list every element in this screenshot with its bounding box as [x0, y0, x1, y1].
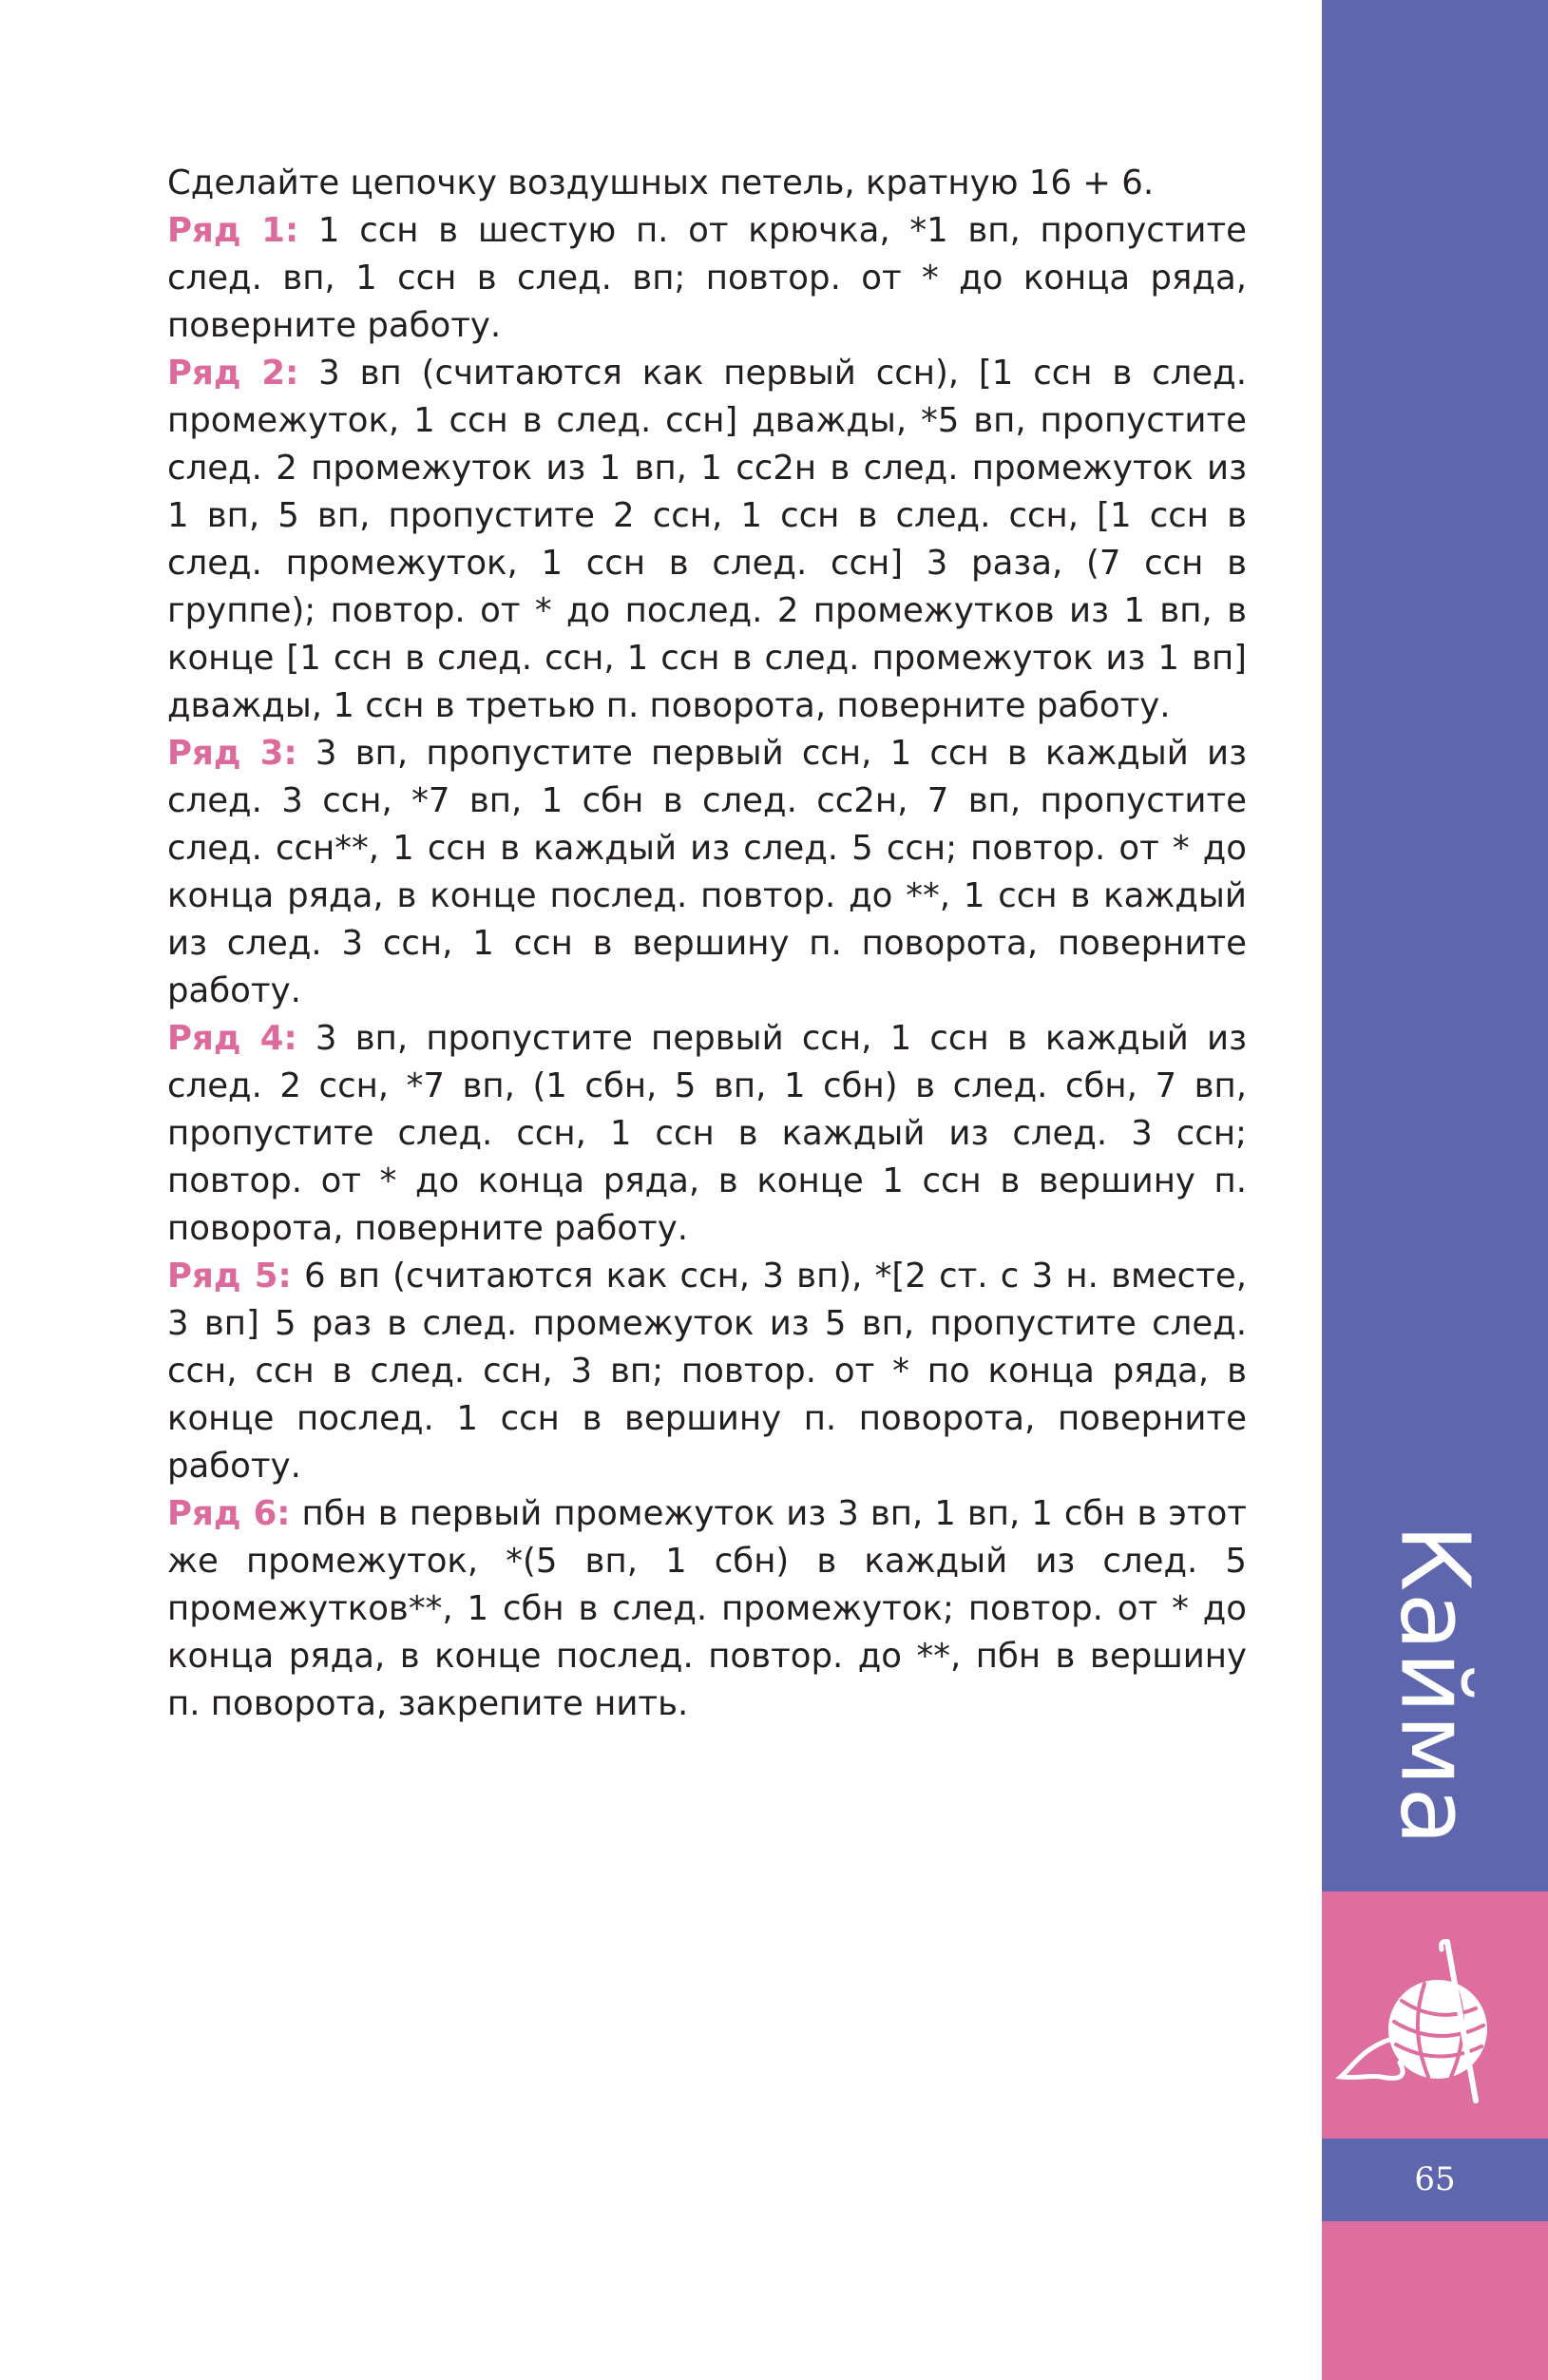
intro-paragraph: Сделайте цепочку воздушных петель, кратную 16 + 6.	[167, 163, 1155, 202]
row-6	[167, 1490, 1247, 1728]
row-text: 3 вп, пропустите первый ссн, 1 ссн в каждый из след. 3 ссн, *7 вп, 1 сбн в след. сс2н, 7 вп, пропустите след. ссн**, 1 ссн в каждый из след. 5 ссн; повтор. от * до конца ряда, в конце послед. повтор. до **, 1 ссн в каждый из след. 3 ссн, 1 ссн в вершину п. поворота, поверните работу.	[167, 734, 1248, 1010]
instructions-text	[167, 160, 1247, 1728]
yarn-ball-icon	[1333, 1934, 1533, 2115]
row-label: Ряд 2:	[167, 354, 299, 393]
section-title: Кайма	[1379, 1524, 1491, 1847]
row-text: 6 вп (считаются как ссн, 3 вп), *[2 ст. с 3 н. вместе, 3 вп] 5 раз в след. промежуток из 5 вп, пропустите след. ссн, ссн в след. ссн, 3 вп; повтор. от * по конца ряда, в конце послед. 1 ссн в вершину п. поворота, поверните работу.	[167, 1257, 1247, 1486]
row-text: 3 вп, пропустите первый ссн, 1 ссн в каждый из след. 2 ссн, *7 вп, (1 сбн, 5 вп, 1 сбн) в след. сбн, 7 вп, пропустите след. ссн, 1 ссн в каждый из след. 3 ссн; повтор. от * до конца ряда, в конце 1 ссн в вершину п. поворота, поверните работу.	[167, 1019, 1248, 1248]
row-text: 1 ссн в шестую п. от крючка, *1 вп, пропустите след. вп, 1 ссн в след. вп; повтор. от * до конца ряда, поверните работу.	[167, 211, 1247, 345]
row-label: Ряд 1:	[167, 211, 299, 250]
side-tab	[1322, 0, 1548, 2380]
row-label: Ряд 3:	[167, 734, 297, 773]
row-text: 3 вп (считаются как первый ссн), [1 ссн в след. промежуток, 1 ссн в след. ссн] дважды, *5 вп, пропустите след. 2 промежуток из 1 вп, 1 сс2н в след. промежуток из 1 вп, 5 вп, пропустите 2 ссн, 1 ссн в след. ссн, [1 ссн в след. промежуток, 1 ссн в след. ссн] 3 раза, (7 ссн в группе); повтор. от * до послед. 2 промежутков из 1 вп, в конце [1 ссн в след. ссн, 1 ссн в след. промежуток из 1 вп] дважды, 1 ссн в третью п. поворота, поверните работу.	[167, 354, 1247, 725]
row-4	[167, 1015, 1247, 1253]
row-label: Ряд 4:	[167, 1019, 297, 1058]
row-3	[167, 730, 1247, 1015]
sidebar-bottom-band	[1322, 2221, 1548, 2380]
row-text: пбн в первый промежуток из 3 вп, 1 вп, 1 сбн в этот же промежуток, *(5 вп, 1 сбн) в каждый из след. 5 промежутков**, 1 сбн в след. промежуток; повтор. от * до конца ряда, в конце послед. повтор. до **, пбн в вершину п. поворота, закрепите нить.	[167, 1494, 1247, 1723]
page-number: 65	[1414, 2160, 1456, 2198]
row-label: Ряд 6:	[167, 1494, 291, 1533]
row-2	[167, 350, 1247, 730]
row-1	[167, 207, 1247, 350]
row-label: Ряд 5:	[167, 1257, 292, 1296]
row-5	[167, 1253, 1247, 1490]
